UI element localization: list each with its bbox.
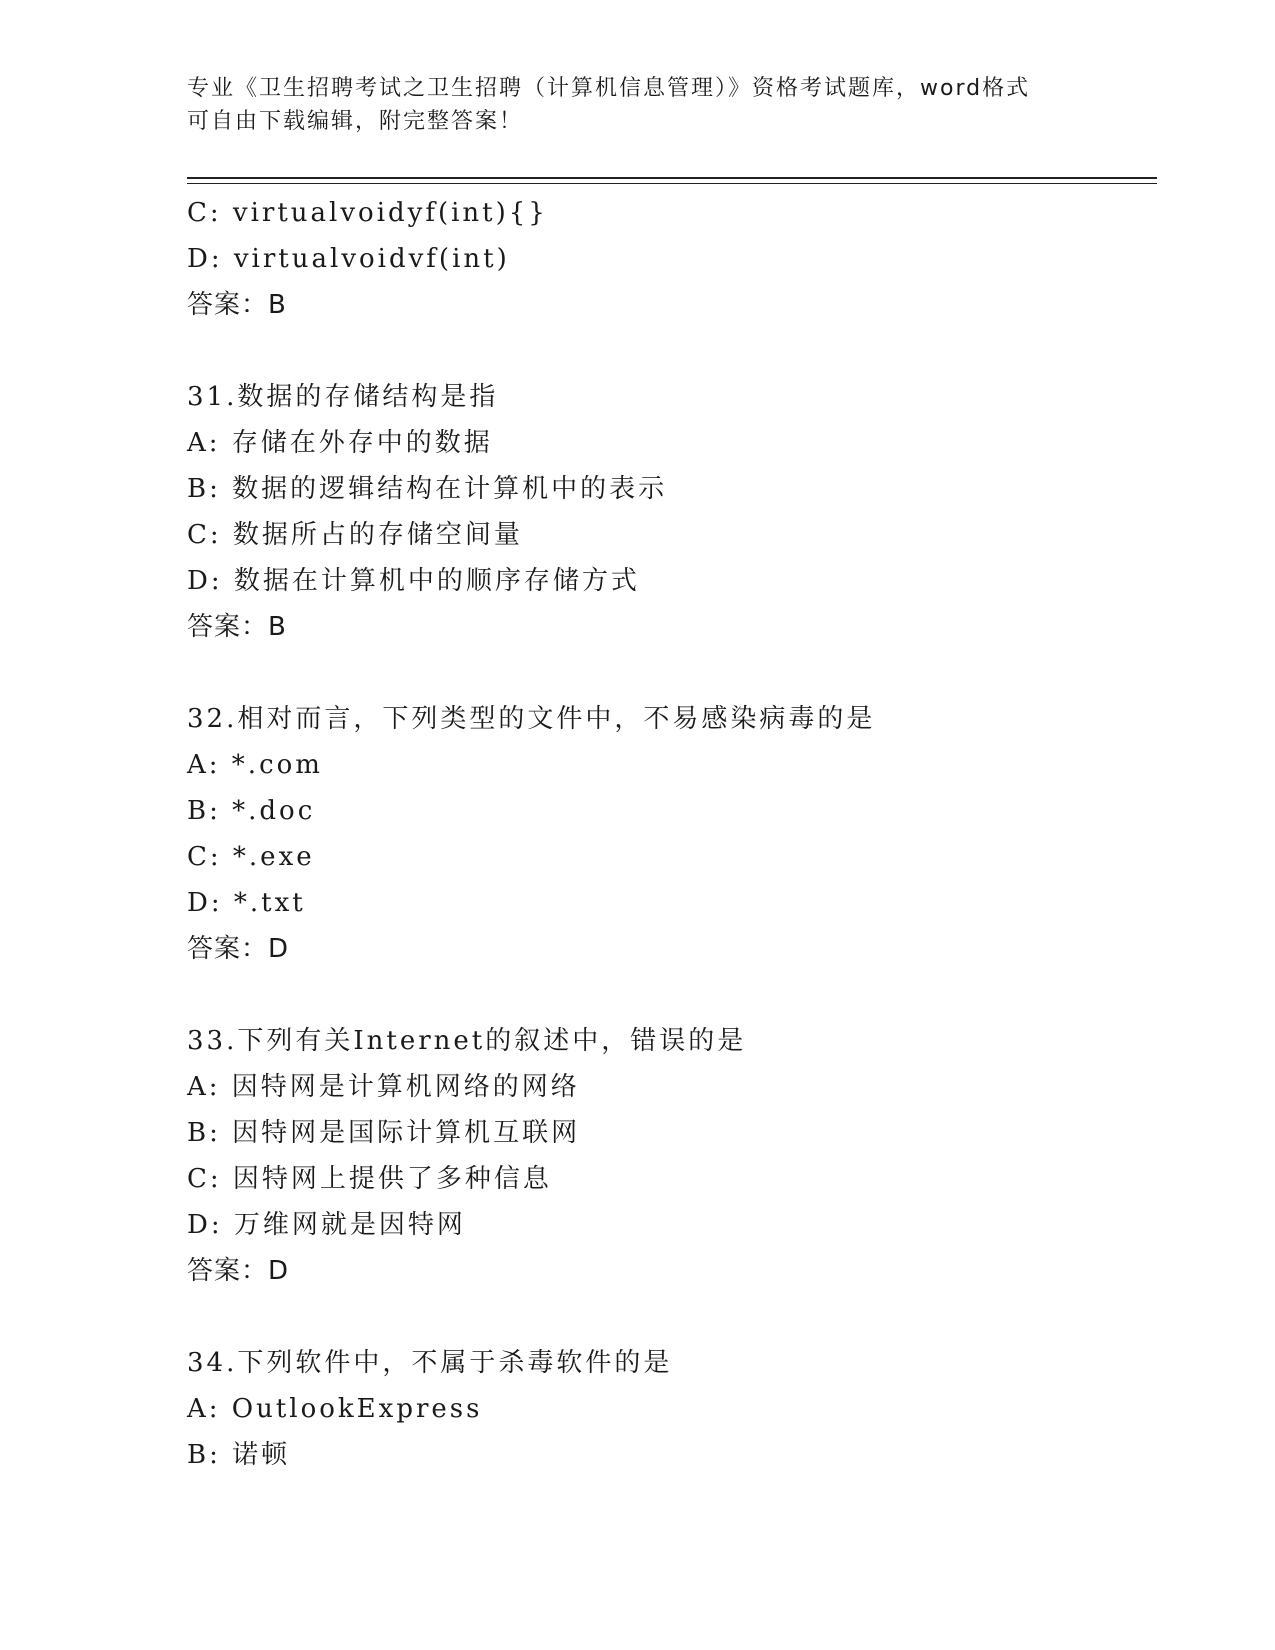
spacer: [187, 650, 1157, 696]
document-header: [187, 72, 1067, 138]
spacer: [187, 328, 1157, 374]
option-c: C: virtualvoidyf(int){}: [187, 198, 548, 228]
spacer: [187, 1294, 1157, 1340]
spacer: [187, 972, 1157, 1018]
question-text: 34.下列软件中，不属于杀毒软件的是: [187, 1348, 673, 1378]
question-text: 32.相对而言，下列类型的文件中，不易感染病毒的是: [187, 704, 876, 734]
option-d: D: 万维网就是因特网: [187, 1210, 466, 1240]
option-a: A: 存储在外存中的数据: [187, 428, 493, 458]
option-a: A: 因特网是计算机网络的网络: [187, 1072, 580, 1102]
option-b: B: *.doc: [187, 796, 316, 826]
header-line-1: 专业《卫生招聘考试之卫生招聘（计算机信息管理）》资格考试题库，word格式: [187, 76, 1031, 101]
question-item: [187, 374, 1157, 650]
header-divider-thin: [187, 183, 1157, 184]
question-item: [187, 1340, 1157, 1478]
question-list: [187, 190, 1157, 1478]
question-item: [187, 696, 1157, 972]
option-b: B: 数据的逻辑结构在计算机中的表示: [187, 474, 668, 504]
option-a: A: *.com: [187, 750, 323, 780]
option-a: A: OutlookExpress: [187, 1394, 483, 1424]
option-c: C: *.exe: [187, 842, 315, 872]
answer-line: 答案：D: [187, 934, 290, 964]
answer-line: 答案：B: [187, 612, 287, 642]
previous-question-tail: [187, 190, 1157, 328]
option-b: B: 诺顿: [187, 1440, 291, 1470]
question-text: 33.下列有关Internet的叙述中，错误的是: [187, 1026, 747, 1056]
option-d: D: virtualvoidvf(int): [187, 244, 510, 274]
answer-line: 答案：D: [187, 1256, 290, 1286]
option-c: C: 数据所占的存储空间量: [187, 520, 523, 550]
answer-line: 答案：B: [187, 290, 287, 320]
header-line-2: 可自由下载编辑，附完整答案！: [187, 109, 524, 134]
option-c: C: 因特网上提供了多种信息: [187, 1164, 552, 1194]
option-d: D: *.txt: [187, 888, 306, 918]
question-text: 31.数据的存储结构是指: [187, 382, 499, 412]
header-divider-thick: [187, 177, 1157, 179]
question-item: [187, 1018, 1157, 1294]
option-d: D: 数据在计算机中的顺序存储方式: [187, 566, 640, 596]
option-b: B: 因特网是国际计算机互联网: [187, 1118, 581, 1148]
